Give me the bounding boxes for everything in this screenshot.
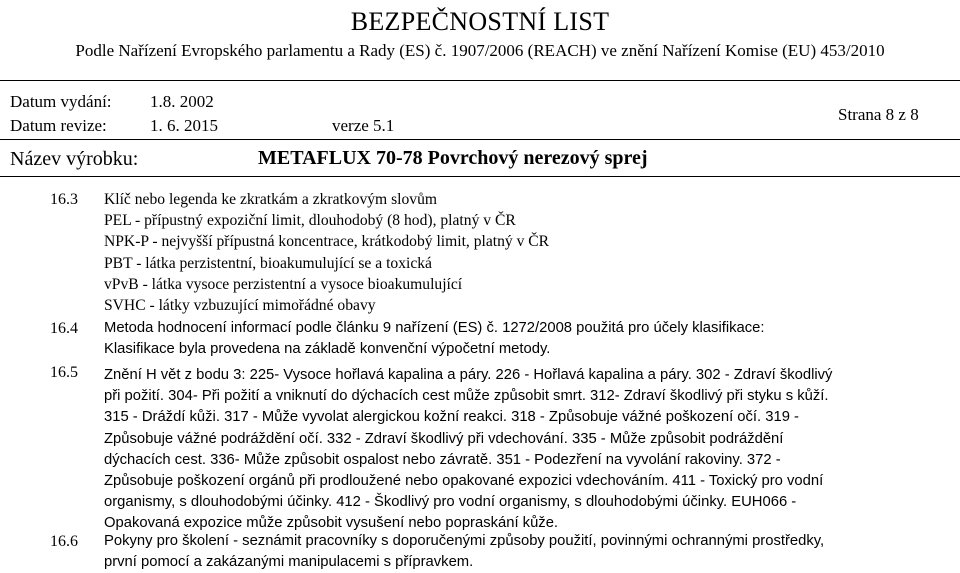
- section-line: 315 - Dráždí kůži. 317 - Může vyvolat alergickou kožní reakci. 318 - Způsobuje vážné poškození očí. 319 -: [104, 409, 799, 426]
- issued-value: 1.8. 2002: [150, 92, 214, 111]
- section-line: Klasifikace byla provedena na základě konvenční výpočetní metody.: [104, 341, 551, 358]
- section-line: Metoda hodnocení informací podle článku 9 nařízení (ES) č. 1272/2008 použitá pro účely klasifikace:: [104, 320, 765, 336]
- section-number-16-6: 16.6: [50, 533, 78, 550]
- header-divider-middle: [0, 139, 960, 140]
- product-name: METAFLUX 70-78 Povrchový nerezový sprej: [258, 147, 648, 169]
- section-line: Způsobuje vážné podráždění očí. 332 - Zdraví škodlivý při vdechování. 335 - Může způsobit podráždění: [104, 430, 784, 447]
- section-line: organismy, s dlouhodobými účinky. 412 - Škodlivý pro vodní organismy, s dlouhodobými účinky. EUH066 -: [104, 494, 797, 511]
- section-line: PBT - látka perzistentní, bioakumulující se a toxická: [104, 254, 432, 272]
- section-number-16-3: 16.3: [50, 191, 78, 208]
- section-line: Způsobuje poškození orgánů při prodloužené nebo opakované expozici vdechováním. 411 - Toxický pro vodní: [104, 473, 824, 490]
- page-number: Strana 8 z 8: [838, 105, 919, 124]
- section-16-5-text: [104, 365, 934, 535]
- section-line: SVHC - látky vzbuzující mimořádné obavy: [104, 297, 376, 315]
- section-line: Pokyny pro školení - seznámit pracovníky s doporučenými způsoby použití, povinnými ochrannými prostředky,: [104, 533, 825, 549]
- product-label: Název výrobku:: [10, 148, 139, 170]
- revision-label: Datum revize:: [10, 116, 107, 135]
- document-title: BEZPEČNOSTNÍ LIST: [350, 7, 610, 36]
- section-line: při požití. 304- Při požití a vniknutí do dýchacích cest může způsobit smrt. 312- Zdraví škodlivý při styku s kůží.: [104, 388, 829, 405]
- section-16-4-text: [104, 318, 934, 360]
- section-line: dýchacích cest. 336- Může způsobit ospalost nebo závratě. 351 - Podezření na vyvolání rakoviny. 372 -: [104, 451, 781, 468]
- section-line: první pomocí a zakázanými manipulacemi s přípravkem.: [104, 554, 474, 571]
- section-number-16-4: 16.4: [50, 320, 78, 337]
- section-line: NPK-P - nejvyšší přípustná koncentrace, krátkodobý limit, platný v ČR: [104, 233, 550, 251]
- section-16-3-text: [104, 189, 934, 316]
- section-number-16-5: 16.5: [50, 364, 78, 381]
- header-divider-top: [0, 80, 960, 81]
- document-subtitle: Podle Nařízení Evropského parlamentu a Rady (ES) č. 1907/2006 (REACH) ve znění Nařízení Komise (EU) 453/2010: [75, 41, 885, 60]
- section-line: Opakovaná expozice může způsobit vysušení nebo popraskání kůže.: [104, 515, 559, 532]
- version-value: verze 5.1: [332, 116, 395, 135]
- issued-label: Datum vydání:: [10, 92, 112, 111]
- section-line: PEL - přípustný expoziční limit, dlouhodobý (8 hod), platný v ČR: [104, 212, 516, 230]
- header-divider-bottom: [0, 176, 960, 177]
- revision-value: 1. 6. 2015: [150, 116, 218, 135]
- section-line: Klíč nebo legenda ke zkratkám a zkratkovým slovům: [104, 191, 437, 208]
- section-line: vPvB - látka vysoce perzistentní a vysoce bioakumulující: [104, 275, 463, 293]
- section-line: Znění H vět z bodu 3: 225- Vysoce hořlavá kapalina a páry. 226 - Hořlavá kapalina a páry. 302 - Zdraví škodlivý: [104, 367, 833, 383]
- section-16-6-text: [104, 531, 934, 573]
